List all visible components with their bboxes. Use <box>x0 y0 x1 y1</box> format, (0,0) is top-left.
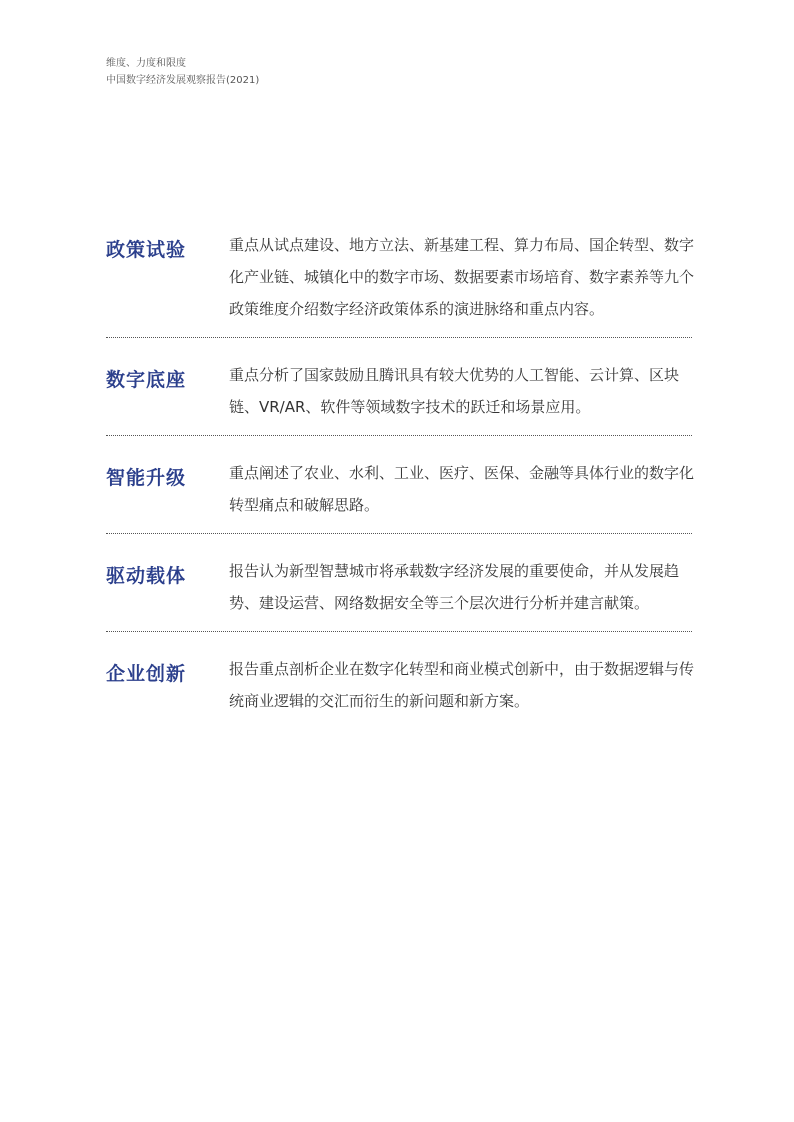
section-enterprise-innovation <box>106 653 695 717</box>
page-header <box>106 55 259 89</box>
section-policy-experiment <box>106 229 695 325</box>
section-title: 驱动载体 <box>106 565 187 587</box>
dotted-divider <box>106 435 692 436</box>
section-digital-base <box>106 359 692 423</box>
section-body: 报告认为新型智慧城市将承载数字经济发展的重要使命，并从发展趋势、建设运营、网络数据安全等三个层次进行分析并建言献策。 <box>229 562 680 612</box>
section-title: 政策试验 <box>106 239 187 261</box>
dotted-divider <box>106 631 692 632</box>
section-list <box>106 229 695 717</box>
section-title: 企业创新 <box>106 663 187 685</box>
section-title: 数字底座 <box>106 369 187 391</box>
header-report-title: 中国数字经济发展观察报告(2021) <box>106 75 260 86</box>
section-body: 重点分析了国家鼓励且腾讯具有较大优势的人工智能、云计算、区块链、VR/AR、软件等领域数字技术的跃迁和场景应用。 <box>229 366 680 416</box>
header-subtitle: 维度、力度和限度 <box>106 58 186 69</box>
section-body: 重点阐述了农业、水利、工业、医疗、医保、金融等具体行业的数字化转型痛点和破解思路。 <box>229 464 695 514</box>
dotted-divider <box>106 533 692 534</box>
dotted-divider <box>106 337 692 338</box>
section-title: 智能升级 <box>106 467 187 489</box>
section-body: 报告重点剖析企业在数字化转型和商业模式创新中，由于数据逻辑与传统商业逻辑的交汇而衍生的新问题和新方案。 <box>229 660 695 710</box>
section-driving-carrier <box>106 555 692 619</box>
section-intelligent-upgrade <box>106 457 695 521</box>
section-body: 重点从试点建设、地方立法、新基建工程、算力布局、国企转型、数字化产业链、城镇化中的数字市场、数据要素市场培育、数字素养等九个政策维度介绍数字经济政策体系的演进脉络和重点内容。 <box>229 236 695 318</box>
